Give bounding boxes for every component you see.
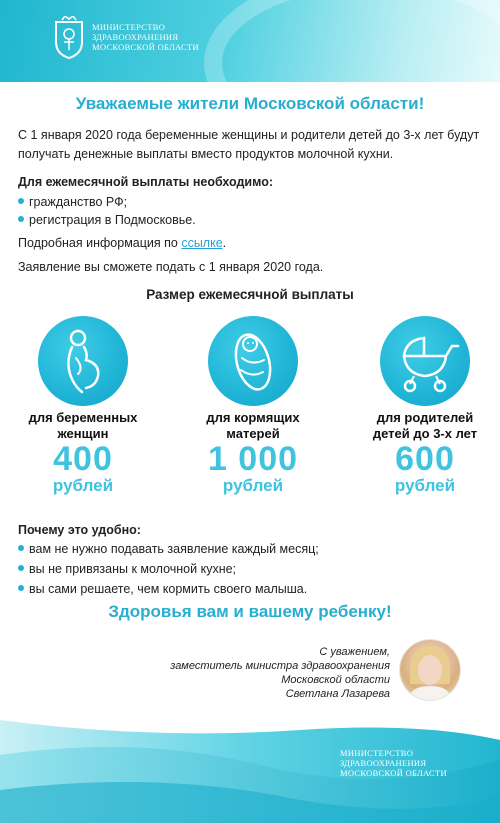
page-title: Уважаемые жители Московской области! bbox=[75, 94, 425, 113]
payment-amount: 1 000 bbox=[207, 440, 299, 478]
bullet-icon bbox=[18, 198, 24, 204]
list-item: регистрация в Подмосковье. bbox=[18, 213, 196, 227]
footer-ministry-text: МИНИСТЕРСТВО ЗДРАВООХРАНЕНИЯ МОСКОВСКОЙ ОБЛАСТИ bbox=[340, 748, 447, 778]
avatar bbox=[400, 640, 460, 700]
list-item: гражданство РФ; bbox=[18, 195, 127, 209]
payment-amount: 600 bbox=[395, 440, 455, 478]
category-label: для родителей детей до 3-х лет bbox=[372, 410, 478, 441]
why-title: Почему это удобно: bbox=[18, 523, 141, 537]
list-item: вы не привязаны к молочной кухне; bbox=[18, 562, 236, 576]
bullet-icon bbox=[18, 216, 24, 222]
intro-paragraph: С 1 января 2020 года беременные женщины и родители детей до 3-х лет будут получать денежные выплаты вместо продуктов молочной кухни. bbox=[18, 128, 480, 161]
ministry-logo-text: МИНИСТЕРСТВО ЗДРАВООХРАНЕНИЯ МОСКОВСКОЙ ОБЛАСТИ bbox=[92, 22, 199, 52]
payment-currency: рублей bbox=[52, 476, 114, 495]
header-banner bbox=[0, 0, 500, 82]
category-label: для кормящих матерей bbox=[206, 410, 300, 441]
coat-of-arms-icon bbox=[52, 16, 86, 60]
payment-currency: рублей bbox=[394, 476, 456, 495]
list-item: вы сами решаете, чем кормить своего малыша. bbox=[18, 582, 307, 596]
details-link[interactable]: ссылке bbox=[181, 236, 223, 250]
list-item: вам не нужно подавать заявление каждый месяц; bbox=[18, 542, 319, 556]
payments-title: Размер ежемесячной выплаты bbox=[146, 287, 354, 302]
pregnant-woman-icon bbox=[38, 316, 128, 406]
payment-currency: рублей bbox=[222, 476, 284, 495]
info-line: Подробная информация по ссылке. bbox=[18, 236, 227, 250]
requirements-title: Для ежемесячной выплаты необходимо: bbox=[18, 175, 273, 189]
bullet-icon bbox=[18, 585, 24, 591]
category-label: для беременных женщин bbox=[28, 410, 138, 441]
signature-block: С уважением, заместитель министра здравоохранения Московской области Светлана Лазарева bbox=[170, 646, 390, 700]
application-note: Заявление вы сможете подать с 1 января 2020 года. bbox=[18, 260, 324, 274]
swaddled-baby-icon bbox=[208, 316, 298, 406]
closing-wish: Здоровья вам и вашему ребенку! bbox=[108, 602, 392, 621]
payment-amount: 400 bbox=[53, 440, 113, 478]
bullet-icon bbox=[18, 545, 24, 551]
baby-stroller-icon bbox=[380, 316, 470, 406]
bullet-icon bbox=[18, 565, 24, 571]
